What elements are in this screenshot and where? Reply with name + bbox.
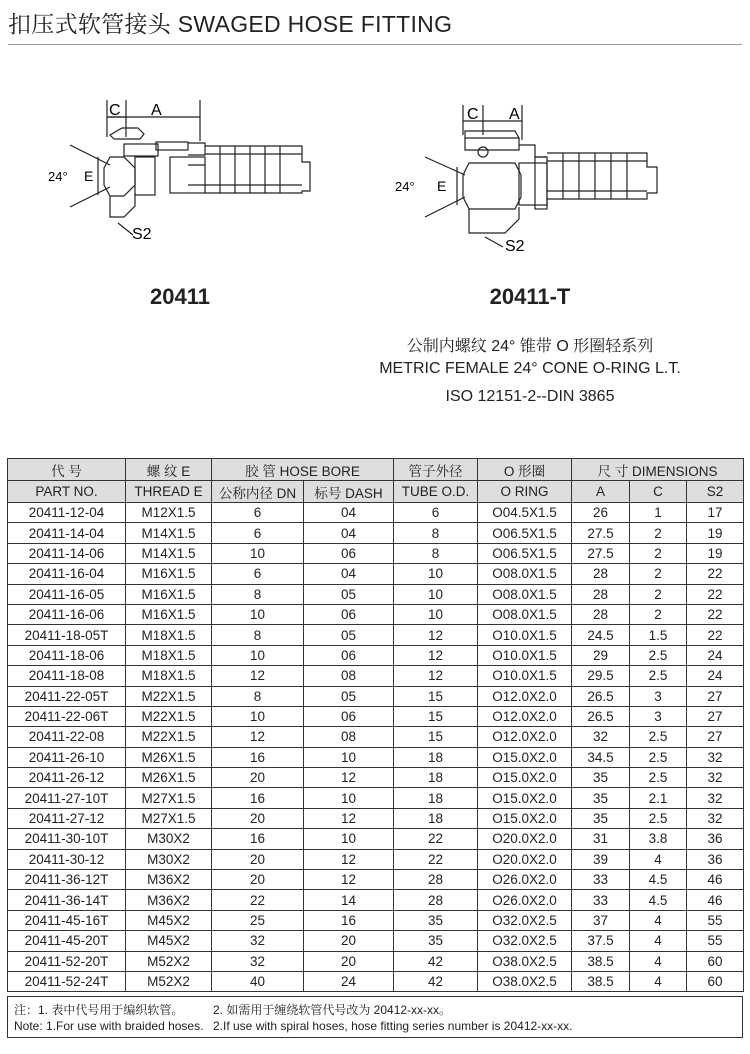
cell-dn: 10 — [212, 645, 304, 665]
cell-tube-od: 12 — [394, 645, 478, 665]
dim-e-label: E — [437, 178, 447, 194]
cell-tube-od: 10 — [394, 604, 478, 624]
cell-tube-od: 42 — [394, 971, 478, 991]
cell-thread: M52X2 — [126, 971, 212, 991]
cell-part-no: 20411-14-04 — [8, 523, 126, 543]
cell-part-no: 20411-22-05T — [8, 686, 126, 706]
cell-dim-c: 1.5 — [630, 625, 687, 645]
table-row — [8, 931, 744, 951]
cell-o-ring: O12.0X2.0 — [478, 686, 572, 706]
cell-dim-c: 2 — [630, 543, 687, 563]
cell-tube-od: 42 — [394, 951, 478, 971]
cell-tube-od: 15 — [394, 706, 478, 726]
cell-thread: M27X1.5 — [126, 788, 212, 808]
cell-dim-a: 26 — [572, 503, 630, 523]
cell-dim-s2: 46 — [687, 870, 744, 890]
cell-dim-s2: 17 — [687, 503, 744, 523]
cell-dash: 20 — [304, 931, 394, 951]
cell-thread: M45X2 — [126, 910, 212, 930]
angle-label: 24° — [395, 179, 415, 194]
cell-dim-a: 32 — [572, 727, 630, 747]
table-row — [8, 870, 744, 890]
cell-part-no: 20411-18-05T — [8, 625, 126, 645]
cell-dim-a: 35 — [572, 788, 630, 808]
note-cn-1: 注：1. 表中代号用于编织软管。 — [14, 1003, 184, 1017]
table-row — [8, 951, 744, 971]
cell-dim-a: 34.5 — [572, 747, 630, 767]
cell-o-ring: O15.0X2.0 — [478, 808, 572, 828]
cell-tube-od: 10 — [394, 564, 478, 584]
table-row — [8, 808, 744, 828]
fitting-drawing-20411 — [40, 95, 330, 255]
cell-tube-od: 35 — [394, 910, 478, 930]
cell-dim-s2: 19 — [687, 543, 744, 563]
cell-o-ring: O12.0X2.0 — [478, 727, 572, 747]
cell-part-no: 20411-52-20T — [8, 951, 126, 971]
cell-dn: 16 — [212, 788, 304, 808]
cell-dash: 14 — [304, 890, 394, 910]
cell-dash: 04 — [304, 503, 394, 523]
cell-tube-od: 35 — [394, 931, 478, 951]
cell-dash: 12 — [304, 870, 394, 890]
table-row — [8, 523, 744, 543]
cell-o-ring: O38.0X2.5 — [478, 971, 572, 991]
cell-dash: 05 — [304, 686, 394, 706]
cell-dash: 06 — [304, 543, 394, 563]
cell-tube-od: 15 — [394, 727, 478, 747]
table-row — [8, 604, 744, 624]
cell-o-ring: O32.0X2.5 — [478, 931, 572, 951]
cell-dn: 10 — [212, 604, 304, 624]
cell-dn: 8 — [212, 584, 304, 604]
table-row — [8, 727, 744, 747]
cell-tube-od: 22 — [394, 829, 478, 849]
dim-a-label: A — [509, 106, 520, 123]
cell-part-no: 20411-36-12T — [8, 870, 126, 890]
cell-dim-c: 2.1 — [630, 788, 687, 808]
dim-c-label: C — [109, 102, 121, 119]
header-oring-cn: O 形圈 — [478, 459, 572, 481]
cell-part-no: 20411-52-24T — [8, 971, 126, 991]
table-row — [8, 686, 744, 706]
cell-thread: M14X1.5 — [126, 543, 212, 563]
cell-o-ring: O10.0X1.5 — [478, 645, 572, 665]
cell-thread: M22X1.5 — [126, 686, 212, 706]
cell-dn: 6 — [212, 523, 304, 543]
cell-dim-c: 4 — [630, 971, 687, 991]
cell-tube-od: 8 — [394, 523, 478, 543]
cell-part-no: 20411-12-04 — [8, 503, 126, 523]
note-en-1: Note: 1.For use with braided hoses. — [14, 1019, 204, 1033]
cell-thread: M36X2 — [126, 870, 212, 890]
cell-dim-a: 38.5 — [572, 971, 630, 991]
cell-dim-c: 3.8 — [630, 829, 687, 849]
cell-part-no: 20411-18-06 — [8, 645, 126, 665]
cell-dim-c: 4 — [630, 910, 687, 930]
cell-dash: 10 — [304, 747, 394, 767]
cell-dim-c: 2 — [630, 564, 687, 584]
cell-dim-s2: 19 — [687, 523, 744, 543]
table-row — [8, 788, 744, 808]
table-row — [8, 890, 744, 910]
cell-part-no: 20411-30-10T — [8, 829, 126, 849]
cell-dim-s2: 55 — [687, 931, 744, 951]
cell-dim-c: 1 — [630, 503, 687, 523]
cell-part-no: 20411-22-08 — [8, 727, 126, 747]
table-row — [8, 543, 744, 563]
cell-tube-od: 12 — [394, 625, 478, 645]
cell-dim-c: 2.5 — [630, 808, 687, 828]
cell-dim-s2: 24 — [687, 666, 744, 686]
cell-dim-s2: 22 — [687, 564, 744, 584]
cell-dash: 12 — [304, 808, 394, 828]
cell-part-no: 20411-45-16T — [8, 910, 126, 930]
cell-dash: 12 — [304, 768, 394, 788]
table-row — [8, 747, 744, 767]
cell-dash: 20 — [304, 951, 394, 971]
cell-dim-c: 2.5 — [630, 727, 687, 747]
table-row — [8, 768, 744, 788]
table-row — [8, 971, 744, 991]
cell-dim-a: 35 — [572, 808, 630, 828]
header-dash: 标号 DASH — [304, 481, 394, 503]
cell-dim-s2: 27 — [687, 686, 744, 706]
cell-dn: 8 — [212, 686, 304, 706]
cell-thread: M16X1.5 — [126, 584, 212, 604]
page-title: 扣压式软管接头 SWAGED HOSE FITTING — [8, 11, 453, 37]
cell-dim-s2: 22 — [687, 625, 744, 645]
cell-dash: 05 — [304, 625, 394, 645]
cell-part-no: 20411-27-12 — [8, 808, 126, 828]
cell-dim-a: 39 — [572, 849, 630, 869]
cell-dash: 24 — [304, 971, 394, 991]
cell-dim-a: 24.5 — [572, 625, 630, 645]
cell-thread: M22X1.5 — [126, 727, 212, 747]
notes-box — [7, 996, 743, 1038]
cell-dim-c: 4 — [630, 951, 687, 971]
table-header-row-cn — [8, 459, 744, 481]
cell-thread: M52X2 — [126, 951, 212, 971]
cell-dim-a: 27.5 — [572, 523, 630, 543]
cell-dn: 32 — [212, 951, 304, 971]
cell-o-ring: O32.0X2.5 — [478, 910, 572, 930]
cell-dash: 05 — [304, 584, 394, 604]
header-hose-bore: 胶 管 HOSE BORE — [212, 459, 394, 481]
cell-dn: 12 — [212, 666, 304, 686]
cell-tube-od: 28 — [394, 890, 478, 910]
cell-part-no: 20411-30-12 — [8, 849, 126, 869]
cell-o-ring: O20.0X2.0 — [478, 829, 572, 849]
cell-o-ring: O10.0X1.5 — [478, 625, 572, 645]
cell-part-no: 20411-27-10T — [8, 788, 126, 808]
cell-dash: 04 — [304, 564, 394, 584]
cell-dim-c: 2.5 — [630, 645, 687, 665]
cell-dim-s2: 24 — [687, 645, 744, 665]
cell-dn: 12 — [212, 727, 304, 747]
cell-tube-od: 22 — [394, 849, 478, 869]
cell-o-ring: O06.5X1.5 — [478, 523, 572, 543]
cell-part-no: 20411-16-06 — [8, 604, 126, 624]
cell-dim-c: 2 — [630, 604, 687, 624]
table-row — [8, 503, 744, 523]
cell-dash: 06 — [304, 604, 394, 624]
cell-dim-s2: 46 — [687, 890, 744, 910]
cell-dn: 32 — [212, 931, 304, 951]
cell-dn: 10 — [212, 543, 304, 563]
cell-dim-s2: 32 — [687, 808, 744, 828]
cell-thread: M18X1.5 — [126, 625, 212, 645]
cell-tube-od: 28 — [394, 870, 478, 890]
header-thread-cn: 螺 纹 E — [126, 459, 212, 481]
cell-dim-c: 2.5 — [630, 666, 687, 686]
cell-tube-od: 6 — [394, 503, 478, 523]
cell-tube-od: 12 — [394, 666, 478, 686]
cell-o-ring: O08.0X1.5 — [478, 584, 572, 604]
cell-dim-a: 38.5 — [572, 951, 630, 971]
cell-dn: 6 — [212, 503, 304, 523]
cell-dn: 40 — [212, 971, 304, 991]
cell-thread: M12X1.5 — [126, 503, 212, 523]
cell-part-no: 20411-36-14T — [8, 890, 126, 910]
cell-dn: 16 — [212, 747, 304, 767]
series-title-en: METRIC FEMALE 24° CONE O-RING L.T. — [379, 360, 681, 377]
cell-dn: 20 — [212, 849, 304, 869]
cell-thread: M36X2 — [126, 890, 212, 910]
cell-dn: 22 — [212, 890, 304, 910]
table-row — [8, 910, 744, 930]
note-cn-2: 2. 如需用于缠绕软管代号改为 20412-xx-xx。 — [213, 1003, 452, 1017]
header-o-ring: O RING — [478, 481, 572, 503]
table-row — [8, 564, 744, 584]
header-dim-a: A — [572, 481, 630, 503]
cell-dim-a: 37.5 — [572, 931, 630, 951]
drawing-code-20411-t: 20411-T — [489, 284, 571, 309]
cell-dim-a: 27.5 — [572, 543, 630, 563]
cell-thread: M30X2 — [126, 829, 212, 849]
cell-o-ring: O06.5X1.5 — [478, 543, 572, 563]
dim-s2-label: S2 — [505, 238, 525, 255]
cell-dim-s2: 27 — [687, 727, 744, 747]
dim-s2-label: S2 — [132, 226, 152, 243]
header-tube-cn: 管子外径 — [394, 459, 478, 481]
dim-e-label: E — [84, 168, 94, 184]
fitting-drawing-20411-t — [385, 95, 685, 265]
cell-dim-a: 28 — [572, 564, 630, 584]
cell-dim-s2: 22 — [687, 584, 744, 604]
cell-o-ring: O15.0X2.0 — [478, 747, 572, 767]
table-row — [8, 645, 744, 665]
cell-dn: 20 — [212, 768, 304, 788]
header-dim-c: C — [630, 481, 687, 503]
cell-dim-a: 31 — [572, 829, 630, 849]
header-dn: 公称内径 DN — [212, 481, 304, 503]
cell-dim-s2: 32 — [687, 768, 744, 788]
cell-dim-a: 33 — [572, 890, 630, 910]
series-title-cn: 公制内螺纹 24° 锥带 O 形圈轻系列 — [406, 338, 654, 355]
table-row — [8, 625, 744, 645]
cell-o-ring: O26.0X2.0 — [478, 890, 572, 910]
cell-dim-s2: 36 — [687, 829, 744, 849]
cell-thread: M14X1.5 — [126, 523, 212, 543]
header-part-no: PART NO. — [8, 481, 126, 503]
cell-dim-c: 2.5 — [630, 768, 687, 788]
cell-part-no: 20411-26-10 — [8, 747, 126, 767]
cell-dn: 16 — [212, 829, 304, 849]
table-row — [8, 849, 744, 869]
cell-dash: 06 — [304, 706, 394, 726]
cell-dash: 04 — [304, 523, 394, 543]
cell-tube-od: 18 — [394, 747, 478, 767]
title-divider — [8, 44, 742, 45]
cell-o-ring: O12.0X2.0 — [478, 706, 572, 726]
table-header-row-en — [8, 481, 744, 503]
cell-dim-a: 28 — [572, 584, 630, 604]
cell-dim-a: 37 — [572, 910, 630, 930]
header-dim-s2: S2 — [687, 481, 744, 503]
cell-o-ring: O15.0X2.0 — [478, 788, 572, 808]
cell-o-ring: O26.0X2.0 — [478, 870, 572, 890]
header-part-cn: 代 号 — [8, 459, 126, 481]
cell-o-ring: O15.0X2.0 — [478, 768, 572, 788]
cell-dash: 16 — [304, 910, 394, 930]
cell-tube-od: 15 — [394, 686, 478, 706]
cell-o-ring: O20.0X2.0 — [478, 849, 572, 869]
cell-dim-c: 3 — [630, 686, 687, 706]
cell-dash: 10 — [304, 788, 394, 808]
header-dimensions: 尺 寸 DIMENSIONS — [572, 459, 744, 481]
cell-thread: M26X1.5 — [126, 768, 212, 788]
dim-a-label: A — [151, 102, 162, 119]
cell-tube-od: 8 — [394, 543, 478, 563]
cell-o-ring: O08.0X1.5 — [478, 604, 572, 624]
cell-dash: 12 — [304, 849, 394, 869]
spec-table — [7, 458, 744, 992]
cell-dim-s2: 32 — [687, 747, 744, 767]
cell-dim-c: 4 — [630, 931, 687, 951]
cell-o-ring: O04.5X1.5 — [478, 503, 572, 523]
cell-dim-c: 2 — [630, 523, 687, 543]
cell-o-ring: O08.0X1.5 — [478, 564, 572, 584]
table-row — [8, 666, 744, 686]
cell-dn: 20 — [212, 870, 304, 890]
cell-part-no: 20411-45-20T — [8, 931, 126, 951]
cell-dn: 25 — [212, 910, 304, 930]
cell-tube-od: 10 — [394, 584, 478, 604]
cell-dim-s2: 60 — [687, 951, 744, 971]
cell-thread: M27X1.5 — [126, 808, 212, 828]
cell-part-no: 20411-26-12 — [8, 768, 126, 788]
cell-thread: M45X2 — [126, 931, 212, 951]
cell-dim-c: 3 — [630, 706, 687, 726]
cell-o-ring: O10.0X1.5 — [478, 666, 572, 686]
cell-dn: 10 — [212, 706, 304, 726]
cell-thread: M16X1.5 — [126, 564, 212, 584]
cell-dim-c: 4.5 — [630, 870, 687, 890]
cell-thread: M16X1.5 — [126, 604, 212, 624]
cell-part-no: 20411-18-08 — [8, 666, 126, 686]
cell-dash: 08 — [304, 727, 394, 747]
cell-dim-c: 4 — [630, 849, 687, 869]
table-row — [8, 706, 744, 726]
cell-o-ring: O38.0X2.5 — [478, 951, 572, 971]
header-tube-od: TUBE O.D. — [394, 481, 478, 503]
cell-tube-od: 18 — [394, 808, 478, 828]
angle-label: 24° — [48, 169, 68, 184]
cell-dim-a: 29.5 — [572, 666, 630, 686]
cell-dim-s2: 22 — [687, 604, 744, 624]
cell-tube-od: 18 — [394, 768, 478, 788]
cell-tube-od: 18 — [394, 788, 478, 808]
cell-thread: M18X1.5 — [126, 666, 212, 686]
cell-dn: 20 — [212, 808, 304, 828]
table-row — [8, 829, 744, 849]
table-row — [8, 584, 744, 604]
cell-thread: M22X1.5 — [126, 706, 212, 726]
cell-part-no: 20411-22-06T — [8, 706, 126, 726]
cell-dash: 10 — [304, 829, 394, 849]
header-thread-e: THREAD E — [126, 481, 212, 503]
cell-dim-s2: 36 — [687, 849, 744, 869]
cell-dim-c: 4.5 — [630, 890, 687, 910]
cell-part-no: 20411-16-04 — [8, 564, 126, 584]
cell-dn: 6 — [212, 564, 304, 584]
drawing-code-20411: 20411 — [150, 284, 210, 309]
cell-dim-s2: 32 — [687, 788, 744, 808]
cell-dim-s2: 55 — [687, 910, 744, 930]
cell-thread: M30X2 — [126, 849, 212, 869]
cell-dim-a: 35 — [572, 768, 630, 788]
cell-thread: M18X1.5 — [126, 645, 212, 665]
cell-dim-c: 2 — [630, 584, 687, 604]
cell-part-no: 20411-14-06 — [8, 543, 126, 563]
cell-dn: 8 — [212, 625, 304, 645]
cell-part-no: 20411-16-05 — [8, 584, 126, 604]
cell-dim-a: 29 — [572, 645, 630, 665]
note-en-2: 2.If use with spiral hoses, hose fitting series number is 20412-xx-xx. — [213, 1019, 573, 1033]
cell-thread: M26X1.5 — [126, 747, 212, 767]
cell-dash: 08 — [304, 666, 394, 686]
cell-dash: 06 — [304, 645, 394, 665]
cell-dim-a: 33 — [572, 870, 630, 890]
cell-dim-s2: 27 — [687, 706, 744, 726]
series-standard: ISO 12151-2--DIN 3865 — [445, 388, 615, 405]
dim-c-label: C — [467, 106, 479, 123]
cell-dim-a: 26.5 — [572, 686, 630, 706]
cell-dim-a: 28 — [572, 604, 630, 624]
cell-dim-c: 2.5 — [630, 747, 687, 767]
cell-dim-s2: 60 — [687, 971, 744, 991]
cell-dim-a: 26.5 — [572, 706, 630, 726]
